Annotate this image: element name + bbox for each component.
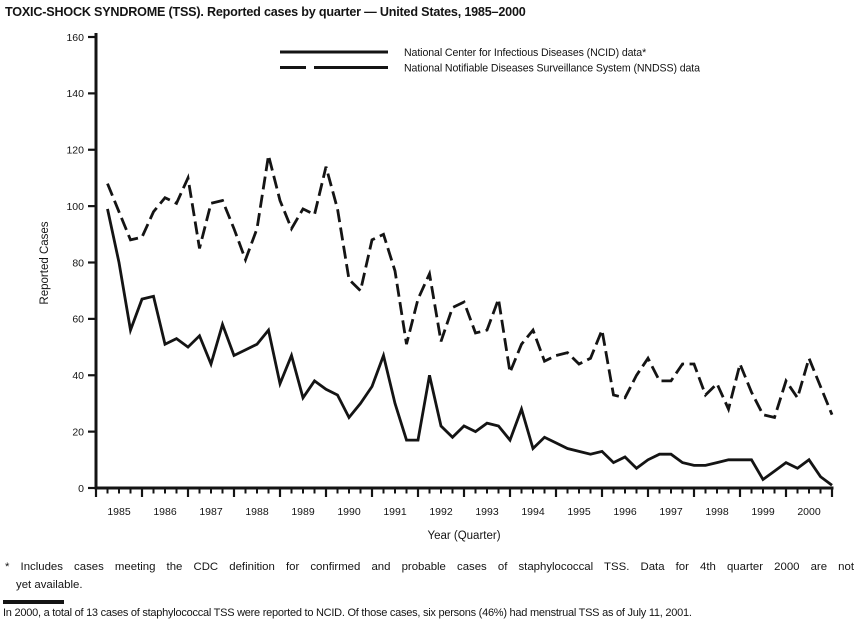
- asterisk-footnote-line1: * Includes cases meeting the CDC definition for confirmed and probable cases of staphylococcal TSS. Data for 4th quarter 2000 are not: [5, 561, 854, 573]
- x-year-label: 1990: [337, 506, 361, 518]
- x-year-label: 1985: [107, 506, 131, 518]
- y-tick-label: 80: [72, 257, 84, 270]
- x-year-label: 1995: [567, 506, 591, 518]
- y-tick-label: 40: [72, 370, 84, 383]
- x-year-label: 1993: [475, 506, 499, 518]
- asterisk-footnote: [5, 558, 854, 595]
- y-axis-title: Reported Cases: [39, 221, 51, 305]
- x-axis-title: Year (Quarter): [427, 530, 501, 542]
- x-year-label: 1999: [751, 506, 775, 518]
- data-series: [108, 155, 833, 485]
- y-tick-label: 60: [72, 313, 84, 326]
- x-year-label: 1991: [383, 506, 407, 518]
- footnote-separator-rule: [3, 600, 64, 604]
- chart-title: TOXIC-SHOCK SYNDROME (TSS). Reported cases by quarter — United States, 1985–2000: [5, 5, 526, 19]
- legend-nndss-label: National Notifiable Diseases Surveillance System (NNDSS) data: [404, 62, 700, 75]
- x-year-label: 1987: [199, 506, 223, 518]
- series-ncid-line: [108, 209, 833, 485]
- series-nndss-line: [108, 155, 833, 417]
- x-year-label: 1989: [291, 506, 315, 518]
- y-tick-label: 0: [78, 482, 84, 495]
- bottom-note: In 2000, a total of 13 cases of staphylococcal TSS were reported to NCID. Of those cases, six persons (46%) had menstrual TSS as of July 11, 2001.: [3, 607, 692, 619]
- x-year-label: 1992: [429, 506, 453, 518]
- x-year-label: 1998: [705, 506, 729, 518]
- x-year-label: 1986: [153, 506, 177, 518]
- legend-ncid-label: National Center for Infectious Diseases (NCID) data*: [404, 47, 647, 59]
- x-year-label: 1994: [521, 506, 545, 518]
- y-tick-label: 20: [72, 426, 84, 439]
- legend: [280, 47, 700, 75]
- y-tick-label: 100: [66, 200, 84, 213]
- y-tick-label: 120: [66, 144, 84, 157]
- x-year-label: 1997: [659, 506, 683, 518]
- asterisk-footnote-line2: yet available.: [16, 579, 83, 592]
- x-year-label: 1988: [245, 506, 269, 518]
- y-tick-label: 160: [66, 31, 84, 44]
- x-year-label: 1996: [613, 506, 637, 518]
- axes: [66, 32, 833, 518]
- y-tick-label: 140: [66, 88, 84, 101]
- x-year-label: 2000: [797, 506, 821, 518]
